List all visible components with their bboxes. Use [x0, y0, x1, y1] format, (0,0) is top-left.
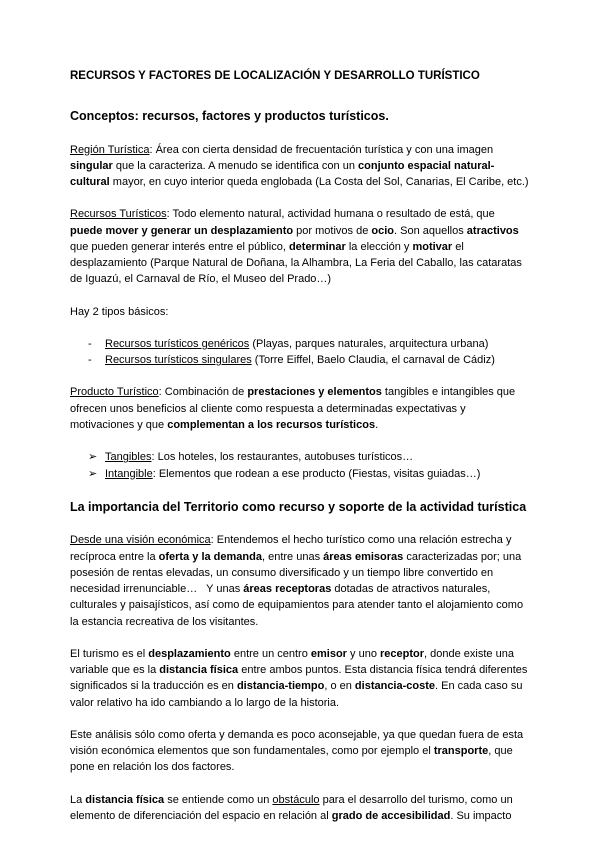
list-item-text — [105, 336, 530, 352]
text-segment: mayor, en cuyo interior queda englobada (La Costa del Sol, Canarias, El Caribe, etc.) — [109, 176, 529, 189]
list-item-recursos-singulares — [70, 352, 530, 368]
text-segment: : Los hoteles, los restaurantes, autobuses turísticos… — [151, 451, 414, 464]
text-segment: Tangibles — [105, 451, 152, 464]
text-segment: (Torre Eiffel, Baelo Claudia, el carnaval de Cádiz) — [251, 354, 495, 367]
list-item-text — [105, 352, 530, 368]
text-segment: tangibles e intangibles que ofrecen unos beneficios al cliente como respuesta a determinadas expectativas y motivaciones y que — [70, 386, 516, 431]
text-segment: distancia física — [159, 664, 239, 677]
para-turismo-desplazamiento — [70, 646, 530, 711]
doc-title — [70, 68, 530, 85]
text-segment: distancia-tiempo — [236, 680, 325, 693]
text-segment: dotadas de atractivos naturales, culturales y paisajísticos, así como de equipamientos para atender tanto el alojamiento como la estancia recreativa de los visitantes. — [70, 583, 524, 628]
text-segment: : Área con cierta densidad de frecuentación turística y con una imagen — [149, 143, 494, 156]
text-segment: receptor — [380, 647, 425, 660]
text-segment: Producto Turístico — [70, 386, 159, 399]
text-segment: obstáculo — [272, 793, 320, 806]
text-segment: entre ambos puntos. Esta distancia física tendrá diferentes significados si la traducción es en — [70, 664, 528, 693]
text-segment: : Elementos que rodean a ese producto (Fiestas, visitas guiadas…) — [152, 467, 481, 480]
list-item-text — [105, 466, 530, 482]
text-segment: prestaciones y elementos — [247, 386, 382, 399]
text-segment: determinar — [288, 240, 346, 253]
text-segment: : Entendemos el hecho turístico como una relación estrecha y recíproca entre la — [70, 534, 512, 563]
text-segment: . Su impacto — [450, 809, 512, 822]
text-segment: por motivos de — [293, 224, 372, 237]
dash-bullet-icon: - — [88, 354, 92, 367]
heading-conceptos — [70, 107, 530, 126]
text-segment: que la caracteriza. A menudo se identifica con un — [112, 159, 359, 172]
text-segment: entre un centro — [230, 647, 311, 660]
text-segment: caracterizadas por; una posesión de rentas elevadas, un consumo diversificado y un tiempo libre convertido en necesidad irrenunciable… Y unas — [70, 550, 522, 596]
text-segment: El turismo es el — [70, 647, 149, 660]
text-segment: Intangible — [105, 467, 153, 480]
text-segment: . En cada caso su valor relativo ha ido cambiando a lo largo de la historia. — [70, 680, 523, 709]
text-segment: Recursos turísticos singulares — [105, 354, 252, 367]
text-segment: , donde existe una variable que es la — [70, 647, 514, 677]
text-segment: áreas emisoras — [323, 550, 404, 563]
text-segment: : Combinación de — [158, 386, 248, 399]
para-tipos-basicos — [70, 304, 530, 320]
text-segment: áreas receptoras — [243, 583, 332, 596]
text-segment: distancia-coste — [354, 680, 436, 693]
text-segment: (Playas, parques naturales, arquitectura urbana) — [249, 337, 489, 350]
arrow-bullet-icon: ➢ — [88, 467, 98, 480]
text-segment: motivar — [412, 240, 453, 253]
text-segment: Recursos turísticos genéricos — [105, 337, 250, 350]
dash-bullet-icon: - — [88, 337, 92, 350]
text-segment: el desplazamiento (Parque Natural de Doñana, la Alhambra, La Feria del Caballo, las cataratas de Iguazú, el Carnaval de Río, el Museo del Prado…) — [70, 240, 522, 286]
text-segment: transporte — [433, 745, 489, 758]
para-distancia-fisica — [70, 792, 530, 825]
text-segment: singular — [70, 159, 113, 172]
text-segment: RECURSOS Y FACTORES DE LOCALIZACIÓN Y DESARROLLO TURÍSTICO — [70, 70, 480, 82]
text-segment: Desde una visión económica — [70, 534, 211, 547]
text-segment: , o en — [324, 680, 355, 693]
text-segment: distancia física — [85, 793, 165, 806]
arrow-list — [70, 449, 530, 482]
arrow-bullet-icon: ➢ — [88, 451, 98, 464]
text-segment: Recursos Turísticos — [70, 208, 167, 221]
text-segment: Conceptos: recursos, factores y productos turísticos. — [70, 109, 389, 124]
para-recursos-turisticos — [70, 206, 530, 287]
para-analisis-oferta-demanda — [70, 727, 530, 776]
text-segment: , que pone en relación los dos factores. — [70, 745, 513, 774]
text-segment: se entiende como un — [164, 793, 273, 806]
dash-list — [70, 336, 530, 369]
list-item-intangible — [70, 466, 530, 482]
text-segment: . — [375, 418, 379, 431]
list-item-text — [105, 449, 530, 465]
text-segment: La importancia del Territorio como recurso y soporte de la actividad turística — [70, 499, 527, 514]
text-segment: complementan a los recursos turísticos — [167, 418, 376, 431]
text-segment: para el desarrollo del turismo, como un elemento de diferenciación del espacio en relación al — [70, 793, 513, 822]
list-item-tangibles — [70, 449, 530, 465]
text-segment: Región Turística — [70, 143, 150, 156]
text-segment: ocio — [371, 224, 395, 237]
text-segment: la elección y — [345, 240, 413, 253]
text-segment: que pueden generar interés entre el público, — [70, 240, 289, 253]
text-segment: grado de accesibilidad — [331, 809, 451, 822]
text-segment: conjunto espacial natural-cultural — [70, 159, 495, 189]
text-segment: puede mover y generar un desplazamiento — [70, 224, 294, 237]
text-segment: y uno — [346, 647, 380, 660]
para-region-turistica — [70, 142, 530, 191]
text-segment: . Son aquellos — [394, 224, 467, 237]
para-producto-turistico — [70, 384, 530, 433]
text-segment: , entre unas — [261, 550, 324, 563]
heading-territorio — [70, 498, 530, 517]
text-segment: atractivos — [466, 224, 519, 237]
list-item-recursos-genericos — [70, 336, 530, 352]
text-segment: oferta y la demanda — [158, 550, 262, 563]
text-segment: emisor — [310, 647, 347, 660]
text-segment: desplazamiento — [148, 647, 231, 660]
text-segment: : Todo elemento natural, actividad humana o resultado de está, que — [166, 208, 495, 221]
text-segment: Este análisis sólo como oferta y demanda es poco aconsejable, ya que quedan fuera de esta visión económica elementos que son fundamentales, como por ejemplo el — [70, 728, 524, 758]
text-segment: Hay 2 tipos básicos: — [70, 305, 169, 318]
para-vision-economica — [70, 532, 530, 630]
text-segment: La — [70, 793, 86, 806]
